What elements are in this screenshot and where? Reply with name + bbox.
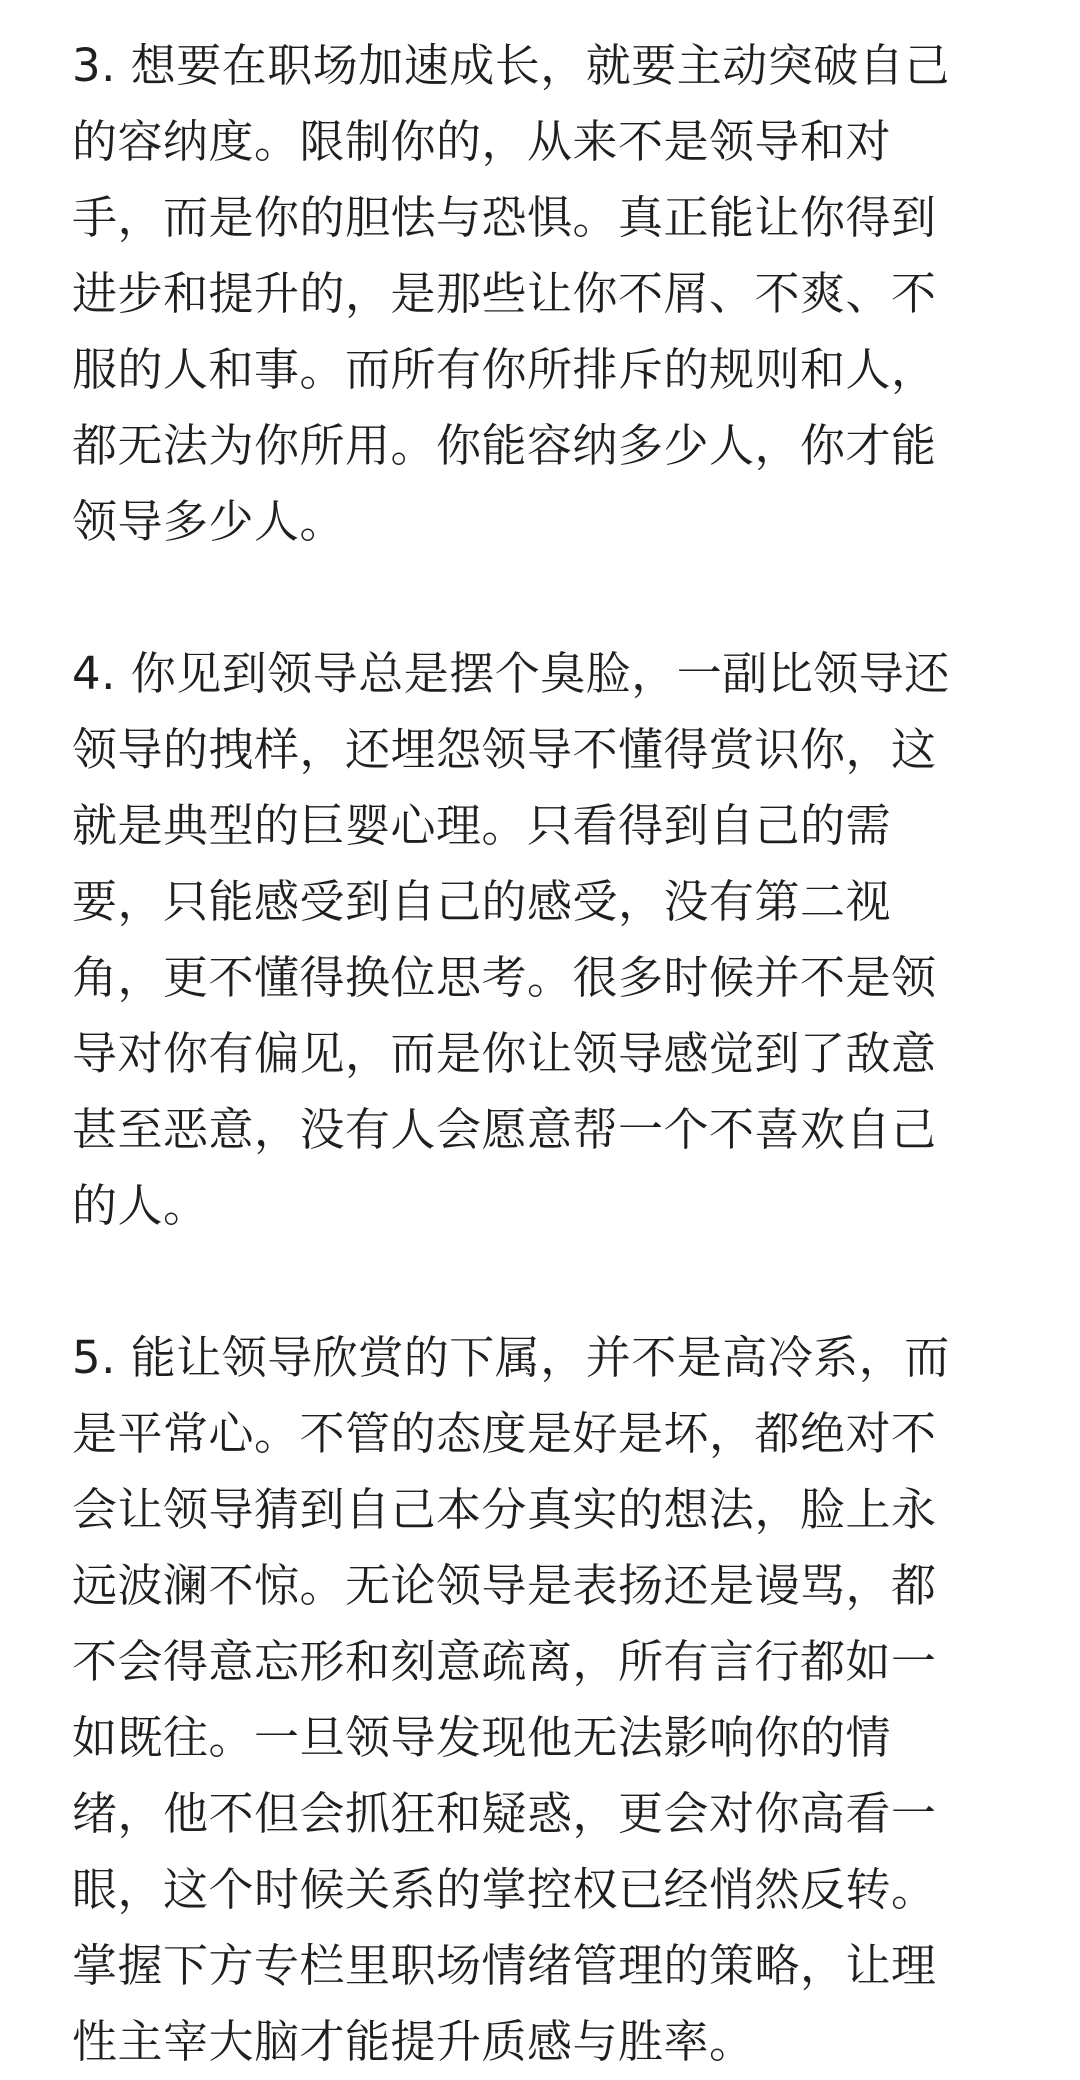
paragraph-3: 3. 想要在职场加速成长，就要主动突破自己 的容纳度。限制你的，从来不是领导和对 手，而是你的胆怯与恐惧。真正能让你得到 进步和提升的，是那些让你不屑、不爽、不 服的人和事。而所有你所排斥的规则和人， 都无法为你所用。你能容纳多少人，你才能 领导多少人。: [72, 39, 950, 548]
paragraph-5: 5. 能让领导欣赏的下属，并不是高冷系，而 是平常心。不管的态度是好是坏，都绝对不 会让领导猜到自己本分真实的想法，脸上永 远波澜不惊。无论领导是表扬还是谩骂，都 不会得意忘形和刻意疏离，所有言行都如一 如既往。一旦领导发现他无法影响你的情 绪，他不但会抓狂和疑惑，更会对你高看一 眼，这个时候关系的掌控权已经悄然反转。 掌握下方专栏里职场情绪管理的策略，让理 性主宰大脑才能提升质感与胜率。: [72, 1331, 950, 2068]
paragraph-4: 4. 你见到领导总是摆个臭脸，一副比领导还 领导的拽样，还埋怨领导不懂得赏识你，这 就是典型的巨婴心理。只看得到自己的需 要，只能感受到自己的感受，没有第二视 角，更不懂得换位思考。很多时候并不是领 导对你有偏见，而是你让领导感觉到了敌意 甚至恶意，没有人会愿意帮一个不喜欢自己 的人。: [72, 647, 950, 1232]
article-body: [72, 28, 992, 2080]
